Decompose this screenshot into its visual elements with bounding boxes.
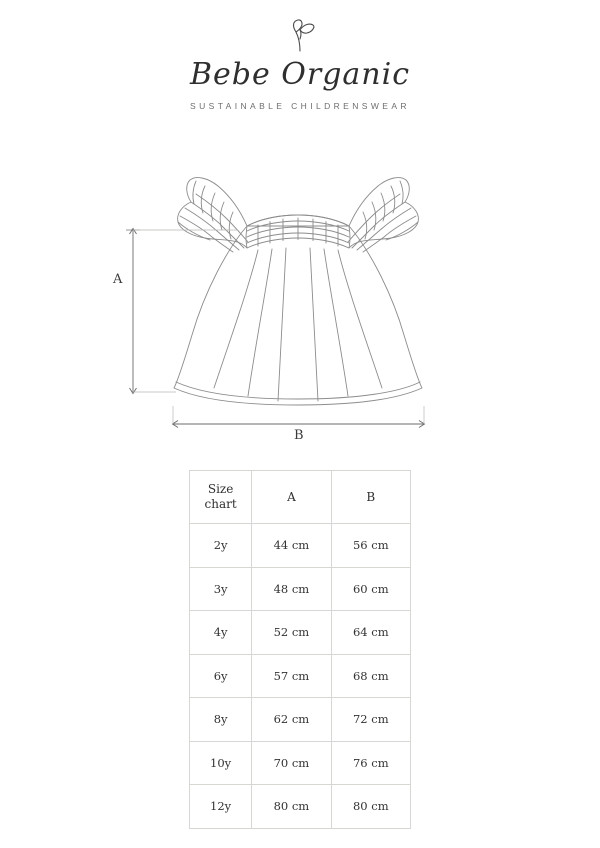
row-measurement-a: 62 cm xyxy=(252,698,331,742)
table-row xyxy=(190,567,411,611)
row-measurement-a: 52 cm xyxy=(252,611,331,655)
table-row xyxy=(190,654,411,698)
column-header-b: B xyxy=(331,471,410,524)
brand-tagline: SUSTAINABLE CHILDRENSWEAR xyxy=(190,101,410,111)
size-chart-head xyxy=(190,471,411,524)
row-measurement-b: 68 cm xyxy=(331,654,410,698)
table-row xyxy=(190,741,411,785)
row-size: 2y xyxy=(190,524,252,568)
row-measurement-a: 48 cm xyxy=(252,567,331,611)
table-row xyxy=(190,785,411,829)
row-measurement-b: 56 cm xyxy=(331,524,410,568)
row-measurement-b: 60 cm xyxy=(331,567,410,611)
column-header-a: A xyxy=(252,471,331,524)
row-measurement-b: 72 cm xyxy=(331,698,410,742)
double-headed-horizontal-arrow-icon xyxy=(173,421,425,428)
row-measurement-a: 44 cm xyxy=(252,524,331,568)
leaf-sprig-icon xyxy=(0,18,600,52)
product-illustration xyxy=(0,130,600,460)
table-row xyxy=(190,611,411,655)
table-header-row xyxy=(190,471,411,524)
row-measurement-b: 64 cm xyxy=(331,611,410,655)
row-size: 8y xyxy=(190,698,252,742)
row-size: 10y xyxy=(190,741,252,785)
row-measurement-b: 80 cm xyxy=(331,785,410,829)
table-row xyxy=(190,524,411,568)
dimension-b-label: B xyxy=(294,428,304,443)
size-chart-container xyxy=(189,470,411,829)
brand-header xyxy=(0,18,600,111)
double-headed-vertical-arrow-icon xyxy=(126,229,140,394)
size-chart-table xyxy=(189,470,411,829)
dimension-a-label: A xyxy=(113,272,123,287)
table-row xyxy=(190,698,411,742)
row-measurement-a: 57 cm xyxy=(252,654,331,698)
row-measurement-b: 76 cm xyxy=(331,741,410,785)
row-measurement-a: 80 cm xyxy=(252,785,331,829)
row-measurement-a: 70 cm xyxy=(252,741,331,785)
size-chart-body xyxy=(190,524,411,829)
size-chart-corner-header: Size chart xyxy=(190,471,252,524)
row-size: 3y xyxy=(190,567,252,611)
product-illustration-name xyxy=(0,460,1,461)
row-size: 6y xyxy=(190,654,252,698)
brand-name: Bebe Organic xyxy=(189,57,411,92)
row-size: 4y xyxy=(190,611,252,655)
row-size: 12y xyxy=(190,785,252,829)
